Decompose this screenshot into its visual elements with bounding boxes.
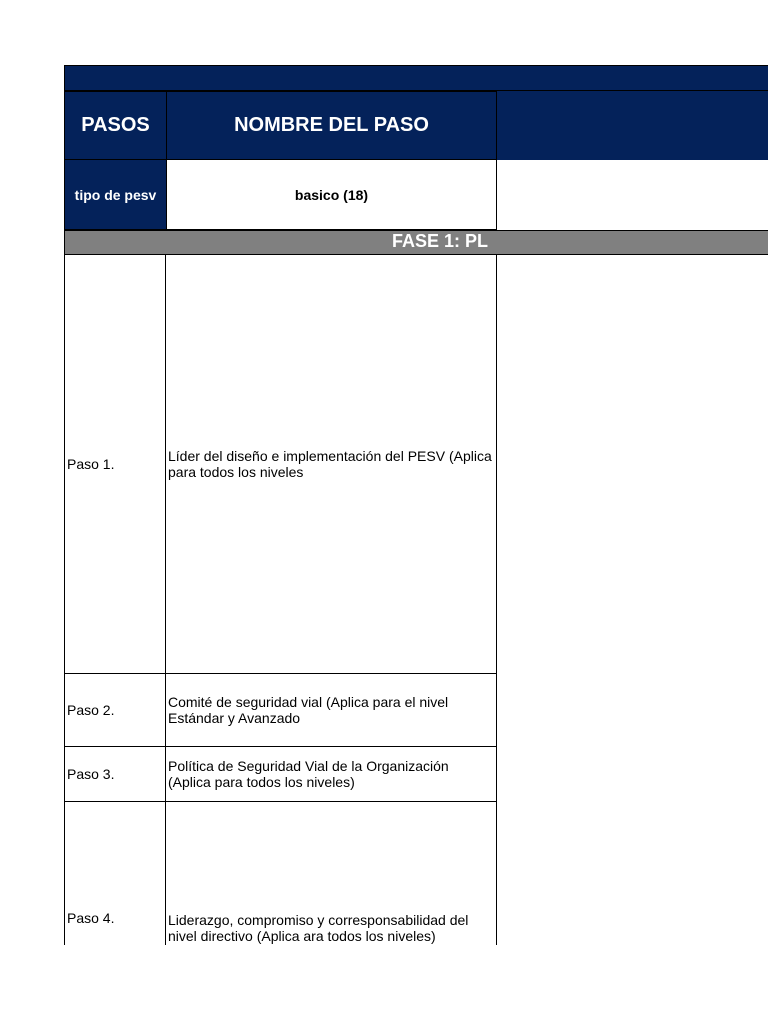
tipo-pesv-label: tipo de pesv bbox=[64, 160, 166, 230]
step-name-1: Líder del diseño e implementación del PESV (Aplica para todos los niveles bbox=[166, 255, 497, 674]
header-top-band bbox=[64, 65, 768, 91]
column-header-nombre-del-paso: NOMBRE DEL PASO bbox=[166, 91, 497, 160]
step-name-3: Política de Seguridad Vial de la Organización (Aplica para todos los niveles) bbox=[166, 747, 497, 802]
column-header-pasos: PASOS bbox=[64, 91, 166, 160]
step-name-2: Comité de seguridad vial (Aplica para el nivel Estándar y Avanzado bbox=[166, 674, 497, 747]
step-name-4: Liderazgo, compromiso y corresponsabilidad del nivel directivo (Aplica ara todos los niveles) bbox=[166, 802, 497, 945]
step-number-2: Paso 2. bbox=[64, 674, 166, 747]
fase-title: FASE 1: PL bbox=[392, 231, 489, 251]
step-number-1: Paso 1. bbox=[64, 255, 166, 674]
step-number-4: Paso 4. bbox=[64, 802, 166, 945]
tipo-pesv-value[interactable]: basico (18) bbox=[166, 160, 497, 230]
step-number-3: Paso 3. bbox=[64, 747, 166, 802]
